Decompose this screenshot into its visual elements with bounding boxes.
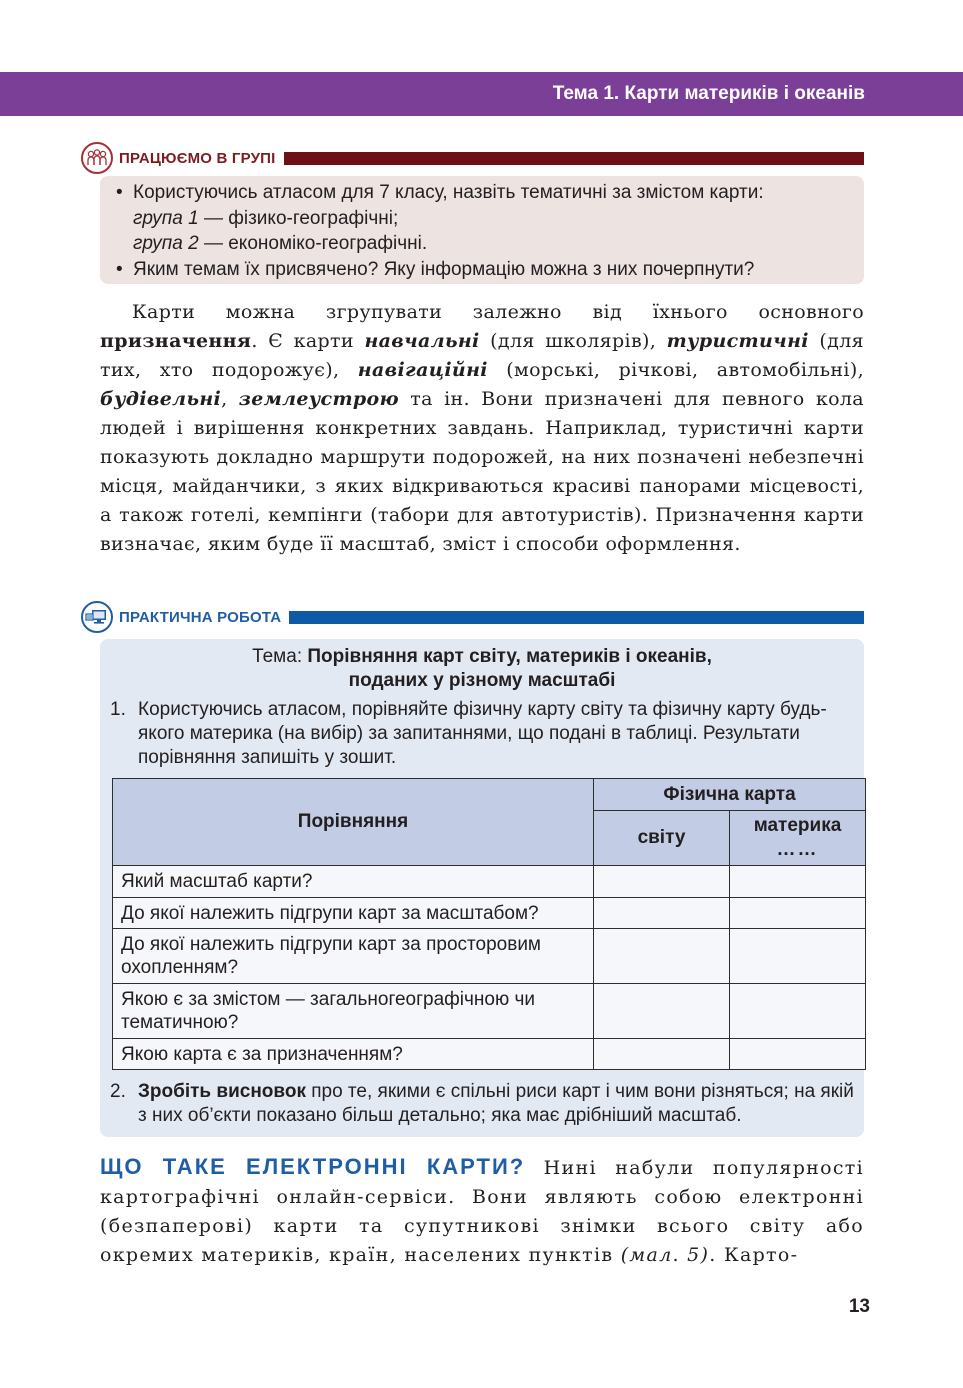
- practical-work-box: [100, 639, 864, 1137]
- paragraph-electronic-maps: ЩО ТАКЕ ЕЛЕКТРОННІ КАРТИ? Нині набули популярності картографічні онлайн-сервіси. Вони являють собою електронні (безпаперові) карти та супутникові знімки всього світу або окремих материків, країн, населених пунктів (мал. 5). Карто-: [100, 1154, 864, 1266]
- page-number: 13: [848, 1296, 870, 1317]
- row-question: Якою є за змістом — загальногеографічною чи тематичною?: [113, 984, 594, 1039]
- practical-work-label: ПРАКТИЧНА РОБОТА: [119, 608, 282, 626]
- row-question: Якою карта є за призначенням?: [113, 1039, 594, 1070]
- comparison-table: [112, 778, 866, 1070]
- group-2-line: група 2 — економіко-географічні.: [133, 233, 428, 254]
- table-row: [113, 929, 866, 984]
- group-work-label: ПРАЦЮЄМО В ГРУПІ: [119, 149, 276, 167]
- row-question: До якої належить підгрупи карт за масштабом?: [113, 898, 594, 929]
- table-row: [113, 866, 866, 898]
- table-row: [113, 1039, 866, 1070]
- practical-topic: Тема: Порівняння карт світу, материків і океанів, поданих у різному масштабі: [252, 646, 712, 691]
- group-task-bullet: • Користуючись атласом для 7 класу, назвіть тематичні за змістом карти:: [116, 180, 854, 206]
- cell-world: [594, 866, 730, 898]
- group-question-bullet: • Яким темам їх присвячено? Яку інформацію можна з них почерпнути?: [116, 257, 854, 283]
- chapter-title: Тема 1. Карти материків і океанів: [552, 83, 865, 104]
- cell-continent: [730, 1039, 866, 1070]
- practical-work-divider: [289, 611, 864, 624]
- cell-continent: [730, 898, 866, 929]
- paragraph-map-purpose: Карти можна згрупувати залежно від їхнього основного призначення. Є карти навчальні (для школярів), туристичні (для тих, хто подорожує), навігаційні (морські, річкові, автомобільні), будівельні, землеустрою та ін. Вони призначені для певного кола людей і вирішення конкретних завдань. Наприклад, туристичні карти показують докладно маршрути подорожей, на них позначені небезпечні місця, майданчики, з яких відкриваються красиві панорами місцевості, а також готелі, кемпінги (табори для автотуристів). Призначення карти визначає, яким буде її масштаб, зміст і способи оформлення.: [100, 301, 864, 555]
- row-question: До якої належить підгрупи карт за просторовим охопленням?: [113, 929, 594, 984]
- practical-task-2: 2. Зробіть висновок про те, якими є спільні риси карт і чим вони різняться; на якій з них об’єкти показано більш детально; яка має дрібніший масштаб.: [110, 1081, 854, 1126]
- electronic-maps-heading: ЩО ТАКЕ ЕЛЕКТРОННІ КАРТИ?: [100, 1154, 526, 1179]
- row-question: Який масштаб карти?: [113, 866, 594, 898]
- practical-work-header: [81, 600, 864, 634]
- computer-map-icon: [81, 601, 113, 633]
- group-work-divider: [284, 152, 864, 165]
- cell-world: [594, 929, 730, 984]
- cell-world: [594, 1039, 730, 1070]
- group-people-icon: [81, 142, 113, 174]
- cell-world: [594, 984, 730, 1039]
- col-header-physical-map: Фізична карта: [594, 779, 866, 811]
- cell-continent: [730, 984, 866, 1039]
- chapter-header-bar: [0, 72, 963, 116]
- col-header-continent: материка ……: [730, 811, 866, 866]
- table-row: [113, 898, 866, 929]
- table-row: [113, 984, 866, 1039]
- cell-continent: [730, 929, 866, 984]
- cell-world: [594, 898, 730, 929]
- group-work-header: [81, 141, 864, 175]
- col-header-compare: Порівняння: [113, 779, 594, 866]
- group-1-line: група 1 — фізико-географічні;: [133, 207, 399, 229]
- practical-task-1: 1. Користуючись атласом, порівняйте фізичну карту світу та фізичну карту будь-якого материка (на вибір) за запитаннями, що подані в таблиці. Результати порівняння запишіть у зошит.: [110, 699, 827, 768]
- figure-reference: (мал. 5): [620, 1244, 710, 1266]
- col-header-world: світу: [594, 811, 730, 866]
- cell-continent: [730, 866, 866, 898]
- group-work-box: [100, 176, 864, 284]
